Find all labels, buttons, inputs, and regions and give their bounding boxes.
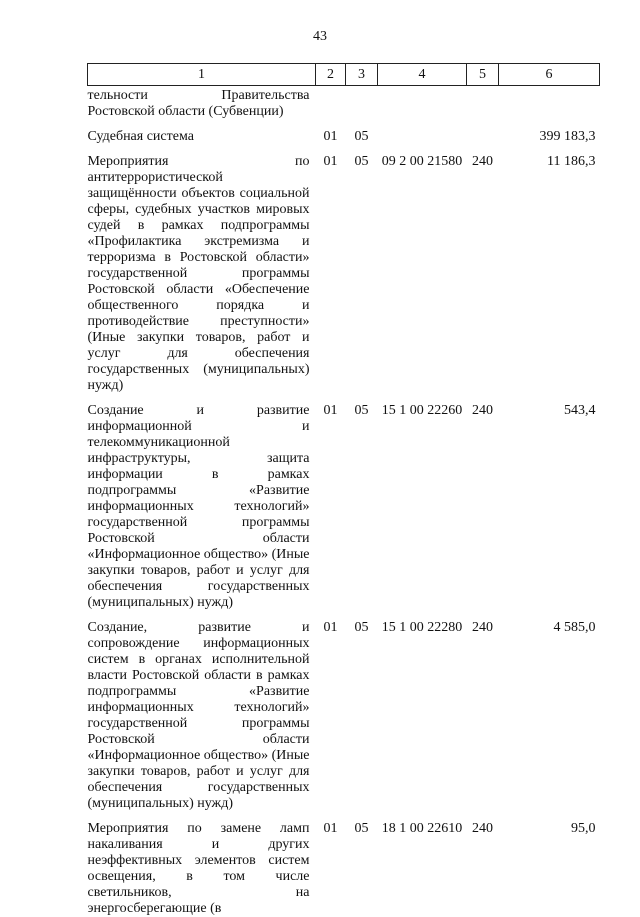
- row-name: тельности Правительства Ростовской области (Субвенции): [87, 88, 310, 119]
- row-vr: 240: [472, 403, 493, 418]
- row-name: Мероприятия по замене ламп накаливания и других неэффективных элементов систем освещения, в том числе светильников, на энергосберегающие (в: [87, 821, 310, 916]
- table-row: [88, 154, 600, 394]
- table-row: [88, 821, 600, 917]
- table-row: [88, 86, 600, 121]
- row-rz: 01: [323, 620, 338, 635]
- column-header-3: 3: [346, 64, 378, 86]
- row-sum: 4 585,0: [553, 620, 596, 635]
- column-header-5: 5: [467, 64, 499, 86]
- row-pr: 05: [354, 821, 369, 836]
- column-header-2: 2: [316, 64, 346, 86]
- column-header-1: 1: [88, 64, 316, 86]
- row-pr: 05: [354, 403, 369, 418]
- row-name: Судебная система: [87, 129, 194, 144]
- table-row: [88, 620, 600, 812]
- table-header-row: [88, 64, 600, 86]
- table-row: [88, 403, 600, 611]
- row-csr: 15 1 00 22280: [381, 620, 463, 635]
- row-sum: [499, 86, 600, 121]
- budget-table: [87, 63, 600, 917]
- row-rz: 01: [323, 129, 338, 144]
- page-number: 43: [313, 29, 327, 44]
- row-sum: 543,4: [564, 403, 596, 418]
- row-rz: [316, 86, 346, 121]
- row-rz: 01: [323, 154, 338, 169]
- row-rz: 01: [323, 821, 338, 836]
- row-csr: [378, 86, 467, 121]
- row-pr: 05: [354, 620, 369, 635]
- row-sum: 95,0: [571, 821, 596, 836]
- row-csr: 09 2 00 21580: [381, 154, 463, 169]
- row-pr: 05: [354, 129, 369, 144]
- row-vr: [467, 129, 499, 145]
- row-name: Мероприятия по антитеррористической защищённости объектов социальной сферы, судебных участков мировых судей в рамках подпрограммы «Профилактика экстремизма и терроризма в Ростовской области» государственной программы Ростовской области «Обеспечение общественного порядка и противодействие преступности» (Иные закупки товаров, работ и услуг для обеспечения государственных (муниципальных) нужд): [87, 154, 310, 393]
- row-name: Создание, развитие и сопровождение информационных систем в органах исполнительной власти Ростовской области в рамках подпрограммы «Развитие информационных технологий» государственной программы Ростовской области «Информационное общество» (Иные закупки товаров, работ и услуг для обеспечения государственных (муниципальных) нужд): [87, 620, 310, 811]
- row-csr: 15 1 00 22260: [381, 403, 463, 418]
- row-vr: 240: [472, 821, 493, 836]
- row-pr: 05: [354, 154, 369, 169]
- row-pr: [346, 86, 378, 121]
- row-vr: 240: [472, 620, 493, 635]
- column-header-6: 6: [499, 64, 600, 86]
- row-csr: 18 1 00 22610: [381, 821, 463, 836]
- table-row: [88, 129, 600, 145]
- column-header-4: 4: [378, 64, 467, 86]
- row-rz: 01: [323, 403, 338, 418]
- row-sum: 11 186,3: [547, 154, 596, 169]
- row-vr: 240: [472, 154, 493, 169]
- row-csr: [378, 129, 467, 145]
- row-vr: [467, 86, 499, 121]
- row-name: Создание и развитие информационной и телекоммуникационной инфраструктуры, защита информации в рамках подпрограммы «Развитие информационных технологий» государственной программы Ростовской области «Информационное общество» (Иные закупки товаров, работ и услуг для обеспечения государственных (муниципальных) нужд): [87, 403, 310, 610]
- row-sum: 399 183,3: [539, 129, 596, 144]
